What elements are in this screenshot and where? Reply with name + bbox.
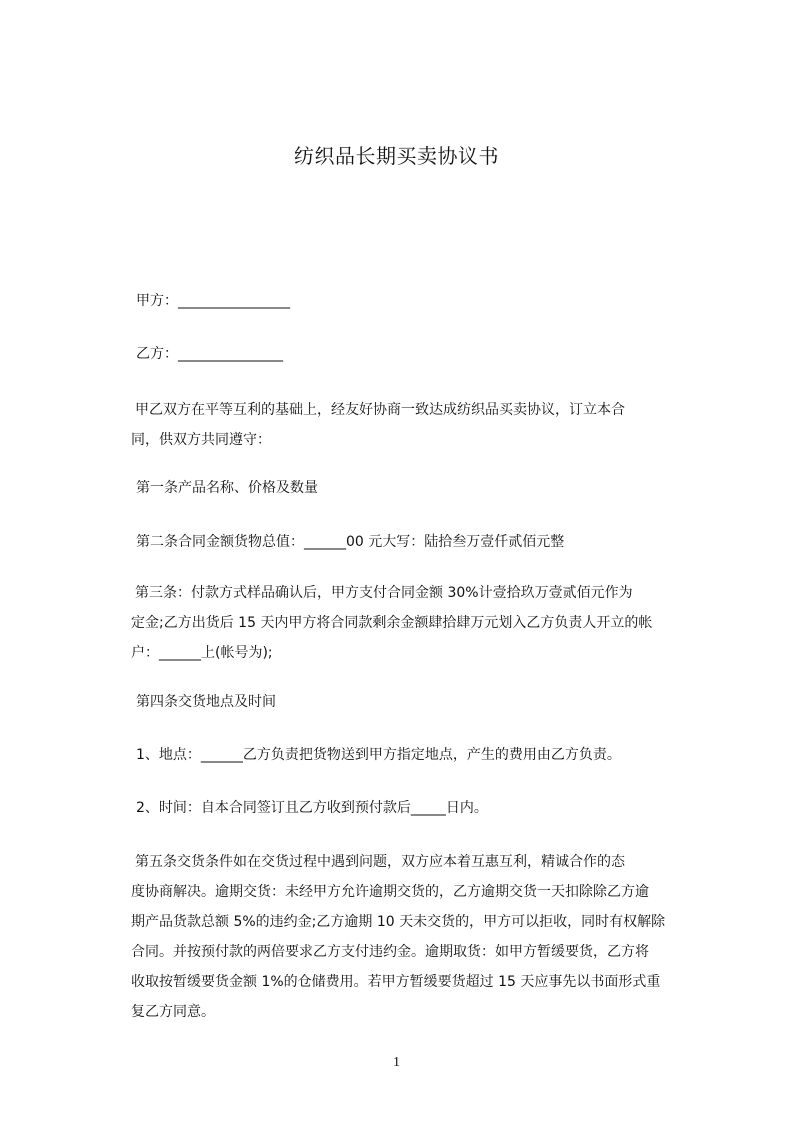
article-5-line: 收取按暂缓要货金额 1%的仓储费用。若甲方暂缓要货超过 15 天应事先以书面形式重	[131, 974, 661, 990]
page-number: 1	[393, 1055, 400, 1070]
article-5-paragraph	[131, 847, 707, 1027]
party-b-line: 乙方：_______________	[136, 346, 283, 362]
delivery-place-item: 1、地点：______乙方负责把货物送到甲方指定地点，产生的费用由乙方负责。	[136, 747, 621, 763]
document-title: 纺织品长期买卖协议书	[294, 144, 499, 168]
delivery-time-item: 2、时间：自本合同签订且乙方收到预付款后_____日内。	[136, 800, 488, 816]
article-5-line: 第五条交货条件如在交货过程中遇到问题，双方应本着互惠互利，精诚合作的态	[135, 854, 625, 870]
article-3-line: 第三条：付款方式样品确认后，甲方支付合同金额 30%计壹拾玖万壹贰佰元作为	[135, 585, 633, 601]
article-5-line: 度协商解决。逾期交货：未经甲方允许逾期交货的，乙方逾期交货一天扣除除乙方逾	[131, 884, 649, 900]
intro-line: 同，供双方共同遵守：	[131, 432, 271, 448]
article-2-paragraph: 第二条合同金额货物总值：______00 元大写：陆拾叁万壹仟贰佰元整	[136, 534, 565, 550]
intro-line: 甲乙双方在平等互利的基础上，经友好协商一致达成纺织品买卖协议，订立本合	[135, 402, 625, 418]
intro-paragraph	[131, 395, 707, 455]
article-3-paragraph	[131, 578, 707, 668]
article-5-line: 期产品货款总额 5%的违约金;乙方逾期 10 天未交货的，甲方可以拒收，同时有权解除	[131, 914, 666, 930]
article-5-line: 复乙方同意。	[131, 1004, 215, 1020]
article-3-line: 定金;乙方出货后 15 天内甲方将合同款剩余金额肆拾肆万元划入乙方负责人开立的帐	[131, 615, 653, 631]
article-4-heading: 第四条交货地点及时间	[136, 694, 276, 710]
article-3-line: 户：______上(帐号为);	[131, 645, 273, 661]
article-5-line: 合同。并按预付款的两倍要求乙方支付违约金。逾期取货：如甲方暂缓要货，乙方将	[131, 944, 649, 960]
article-1-heading: 第一条产品名称、价格及数量	[136, 480, 318, 496]
party-a-line: 甲方：________________	[136, 293, 290, 309]
